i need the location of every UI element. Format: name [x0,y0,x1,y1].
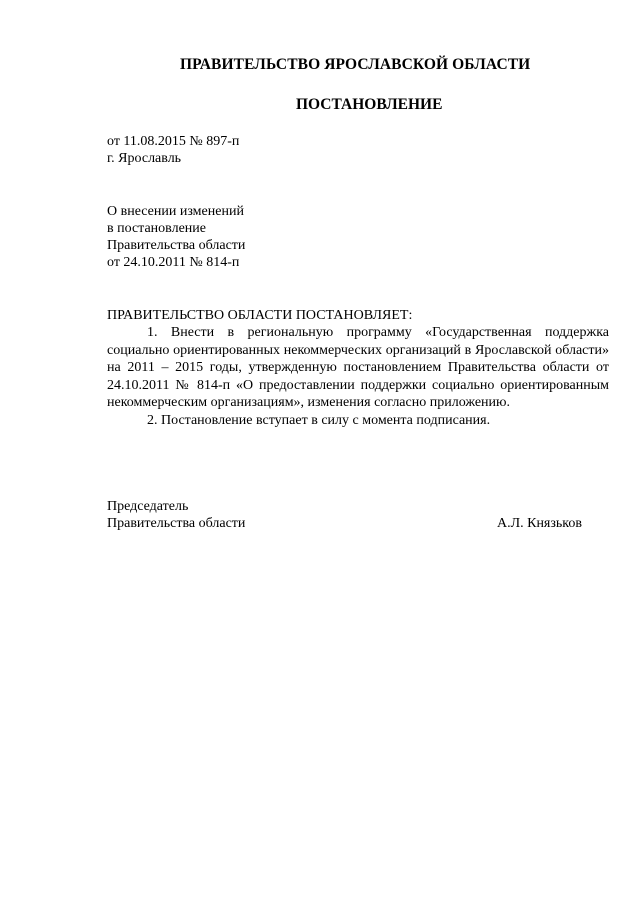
city: г. Ярославль [107,151,182,166]
subject-line-3: Правительства области [107,238,246,253]
subject-line-2: в постановление [107,221,206,236]
signer-position-line-2: Правительства области [107,516,246,531]
decree-body [107,324,609,429]
signer-name: А.Л. Князьков [497,516,582,531]
document-type-title: ПОСТАНОВЛЕНИЕ [296,96,443,113]
government-title: ПРАВИТЕЛЬСТВО ЯРОСЛАВСКОЙ ОБЛАСТИ [180,56,531,73]
subject-line-1: О внесении изменений [107,204,244,219]
decree-item-1: 1. Внести в региональную программу «Государственная поддержка социально ориентированных некоммерческих организаций в Ярославской области» на 2011 – 2015 годы, утвержденную постановлением Правительства области от 24.10.2011 № 814-п «О предоставлении поддержки социально ориентированным некоммерческим организациям», изменения согласно приложению. [107,325,609,410]
decree-heading: ПРАВИТЕЛЬСТВО ОБЛАСТИ ПОСТАНОВЛЯЕТ: [107,308,413,323]
decree-item-2: 2. Постановление вступает в силу с момента подписания. [147,412,491,428]
subject-line-4: от 24.10.2011 № 814-п [107,255,240,270]
signer-position-line-1: Председатель [107,499,189,514]
date-number: от 11.08.2015 № 897-п [107,134,240,149]
